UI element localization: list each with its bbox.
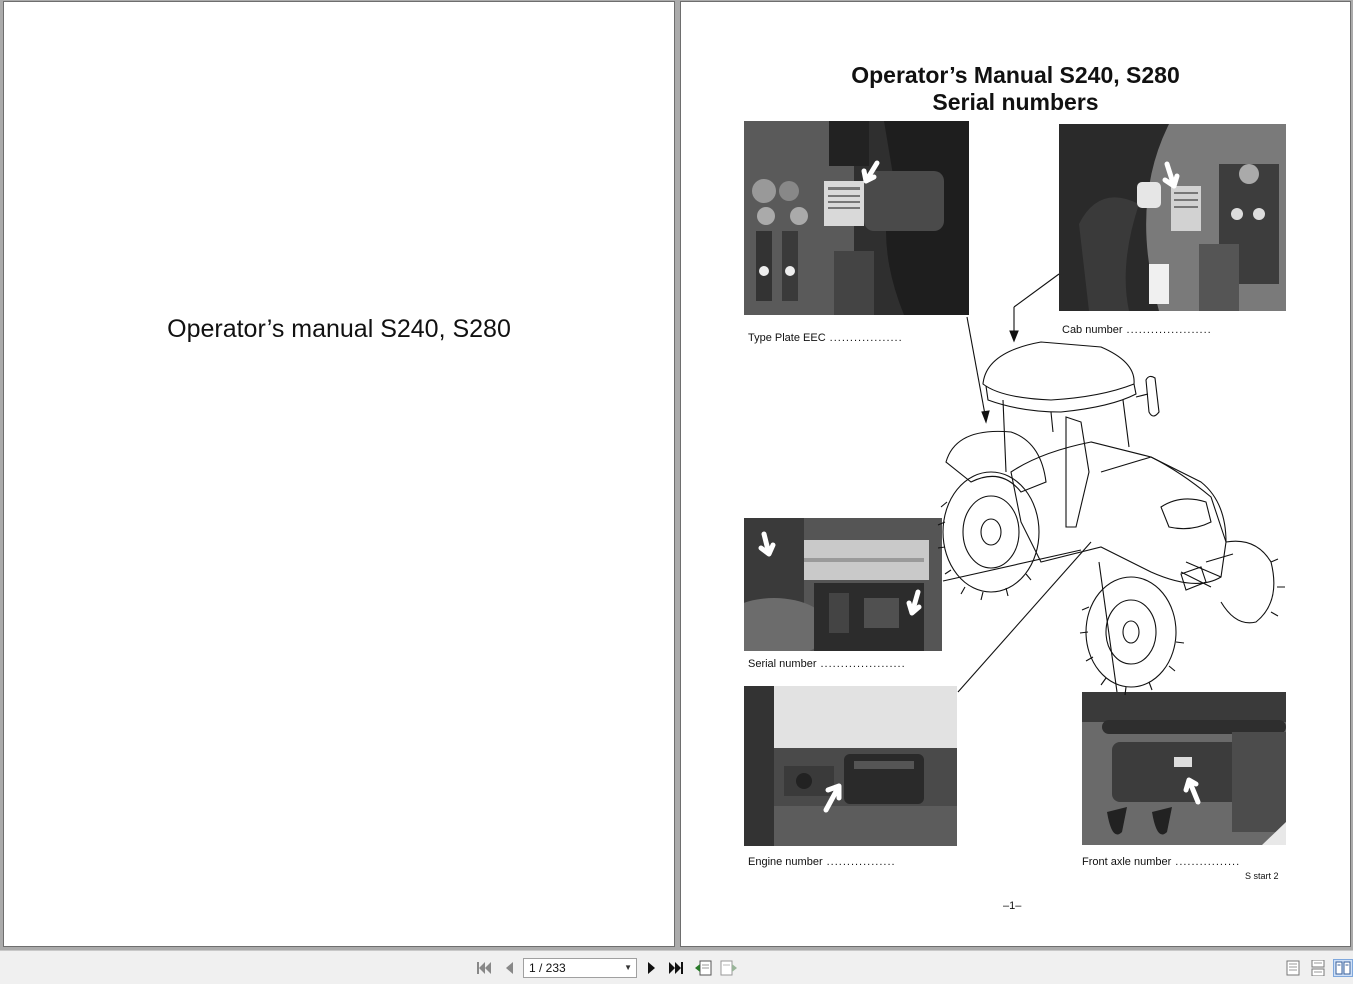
facing-pages-view-icon	[1335, 961, 1351, 975]
leader-serial	[943, 550, 1081, 581]
serial-number-dots: .....................	[820, 658, 906, 670]
document-title-line2: Serial numbers	[932, 89, 1099, 115]
last-page-icon	[668, 961, 684, 975]
front-axle-photo	[1082, 692, 1286, 845]
cab-number-photo	[1059, 124, 1286, 311]
page-indicator: 1 / 233	[529, 961, 566, 975]
page-number-select[interactable]	[523, 958, 637, 978]
last-page-button[interactable]	[667, 959, 685, 977]
first-page-icon	[476, 961, 492, 975]
continuous-view-icon	[1311, 960, 1325, 976]
tractor-body	[1011, 442, 1226, 583]
tractor-rear-wheel	[943, 472, 1039, 592]
engine-number-photo	[744, 686, 957, 846]
leader-engine	[958, 542, 1091, 692]
chevron-down-icon: ▼	[624, 963, 632, 972]
page-number: –1–	[1003, 900, 1022, 912]
left-page	[3, 1, 675, 947]
serial-number-caption	[748, 658, 906, 670]
serial-number-photo	[744, 518, 942, 651]
document-code: S start 2	[1245, 871, 1279, 881]
single-page-view-button[interactable]	[1284, 959, 1302, 977]
first-page-button[interactable]	[475, 959, 493, 977]
single-page-view-icon	[1286, 960, 1300, 976]
type-plate-label: Type Plate EEC	[748, 332, 826, 344]
document-title	[681, 62, 1350, 116]
front-axle-caption	[1082, 856, 1240, 868]
cover-title: Operator’s manual S240, S280	[167, 315, 511, 343]
next-page-icon	[646, 961, 658, 975]
back-view-button[interactable]	[694, 959, 712, 977]
cab-number-caption	[1062, 324, 1212, 336]
engine-number-dots: .................	[826, 856, 896, 868]
serial-number-label: Serial number	[748, 658, 817, 670]
type-plate-caption	[748, 332, 903, 344]
forward-view-icon	[720, 960, 738, 976]
front-axle-label: Front axle number	[1082, 856, 1172, 868]
leader-cab	[1014, 274, 1059, 307]
facing-pages-view-button[interactable]	[1333, 959, 1353, 977]
viewer-toolbar	[0, 950, 1353, 984]
engine-number-caption	[748, 856, 896, 868]
forward-view-button[interactable]	[720, 959, 738, 977]
engine-number-label: Engine number	[748, 856, 823, 868]
leader-front-axle	[1099, 562, 1117, 692]
type-plate-photo	[744, 121, 969, 315]
type-plate-dots: ..................	[829, 332, 903, 344]
front-axle-dots: ................	[1175, 856, 1241, 868]
continuous-view-button[interactable]	[1309, 959, 1327, 977]
leader-type-plate	[967, 317, 986, 420]
cab-number-label: Cab number	[1062, 324, 1123, 336]
right-page	[680, 1, 1351, 947]
tractor-rear-fender	[946, 431, 1046, 492]
prev-page-icon	[503, 961, 515, 975]
tractor-cab-roof	[983, 342, 1134, 400]
tractor-front-wheel	[1086, 577, 1176, 687]
cab-number-dots: .....................	[1126, 324, 1212, 336]
document-title-line1: Operator’s Manual S240, S280	[851, 62, 1180, 88]
back-view-icon	[694, 960, 712, 976]
next-page-button[interactable]	[643, 959, 661, 977]
prev-page-button[interactable]	[500, 959, 518, 977]
